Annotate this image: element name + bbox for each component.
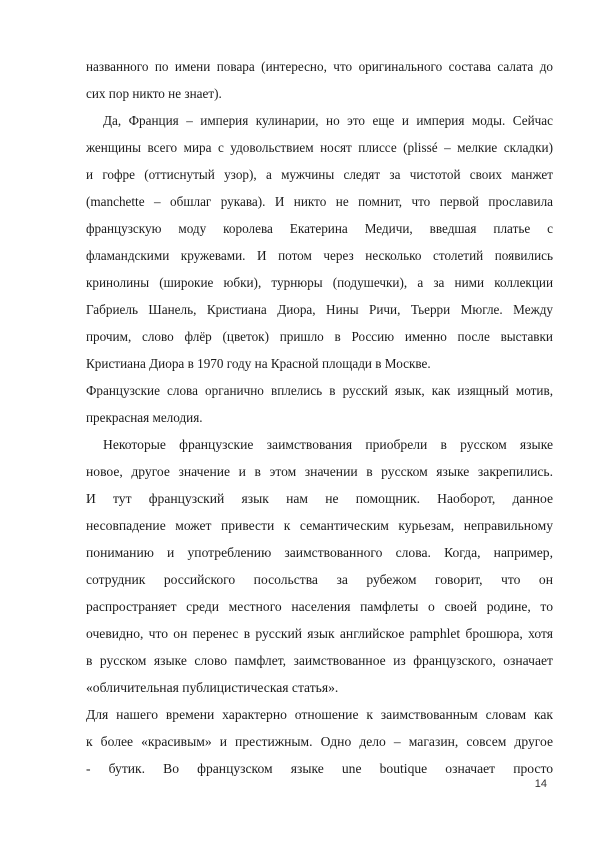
text-line: очевидно, что он перенес в русский язык английское pamphlet брошюра, хотя [86, 626, 553, 641]
text-line: Да, Франция – империя кулинарии, но это еще и империя моды. Сейчас [103, 113, 553, 128]
text-line: сотрудник российского посольства за рубежом говорит, что он [86, 572, 553, 587]
text-line: - бутик. Во французском языке une boutique означает просто [86, 761, 553, 776]
text-line: Габриель Шанель, Кристиана Диора, Нины Ричи, Тьерри Мюгле. Между [86, 302, 553, 317]
paragraph-2 [86, 107, 553, 377]
text-line: женщины всего мира с удовольствием носят плиссе (plissé – мелкие складки) [86, 140, 553, 155]
text-line: распространяет среди местного населения памфлеты о своей родине, то [86, 599, 553, 614]
paragraph-4 [86, 431, 553, 701]
page-body [86, 53, 553, 782]
text-line: Некоторые французские заимствования приобрели в русском языке [103, 437, 553, 452]
text-line: «обличительная публицистическая статья». [86, 680, 339, 695]
text-line: несовпадение может привести к семантическим курьезам, неправильному [86, 518, 553, 533]
text-line: фламандскими кружевами. И потом через несколько столетий появились [86, 248, 553, 263]
text-line: названного по имени повара (интересно, что оригинального состава салата до [86, 59, 553, 74]
text-line: Кристиана Диора в 1970 году на Красной площади в Москве. [86, 356, 431, 371]
text-line: прекрасная мелодия. [86, 410, 203, 425]
text-line: сих пор никто не знает). [86, 86, 222, 101]
paragraph-5 [86, 701, 553, 782]
page-number: 14 [534, 778, 547, 790]
text-line: новое, другое значение и в этом значении в русском языке закрепились. [86, 464, 553, 479]
text-line: И тут французский язык нам не помощник. Наоборот, данное [86, 491, 553, 506]
paragraph-3 [86, 377, 553, 431]
text-line: к более «красивым» и престижным. Одно дело – магазин, совсем другое [86, 734, 553, 749]
paragraph-1 [86, 53, 553, 107]
text-line: и гофре (оттиснутый узор), а мужчины следят за чистотой своих манжет [86, 167, 553, 182]
text-line: пониманию и употреблению заимствованного слова. Когда, например, [86, 545, 553, 560]
text-line: прочим, слово флёр (цветок) пришло в Россию именно после выставки [86, 329, 553, 344]
text-line: в русском языке слово памфлет, заимствованное из французского, означает [86, 653, 553, 668]
text-line: Для нашего времени характерно отношение к заимствованным словам как [86, 707, 553, 722]
text-line: французскую моду королева Екатерина Медичи, введшая платье с [86, 221, 553, 236]
text-line: Французские слова органично вплелись в русский язык, как изящный мотив, [86, 383, 553, 398]
text-line: кринолины (широкие юбки), турнюры (подушечки), а за ними коллекции [86, 275, 553, 290]
text-line: (manchette – обшлаг рукава). И никто не помнит, что первой прославила [86, 194, 553, 209]
